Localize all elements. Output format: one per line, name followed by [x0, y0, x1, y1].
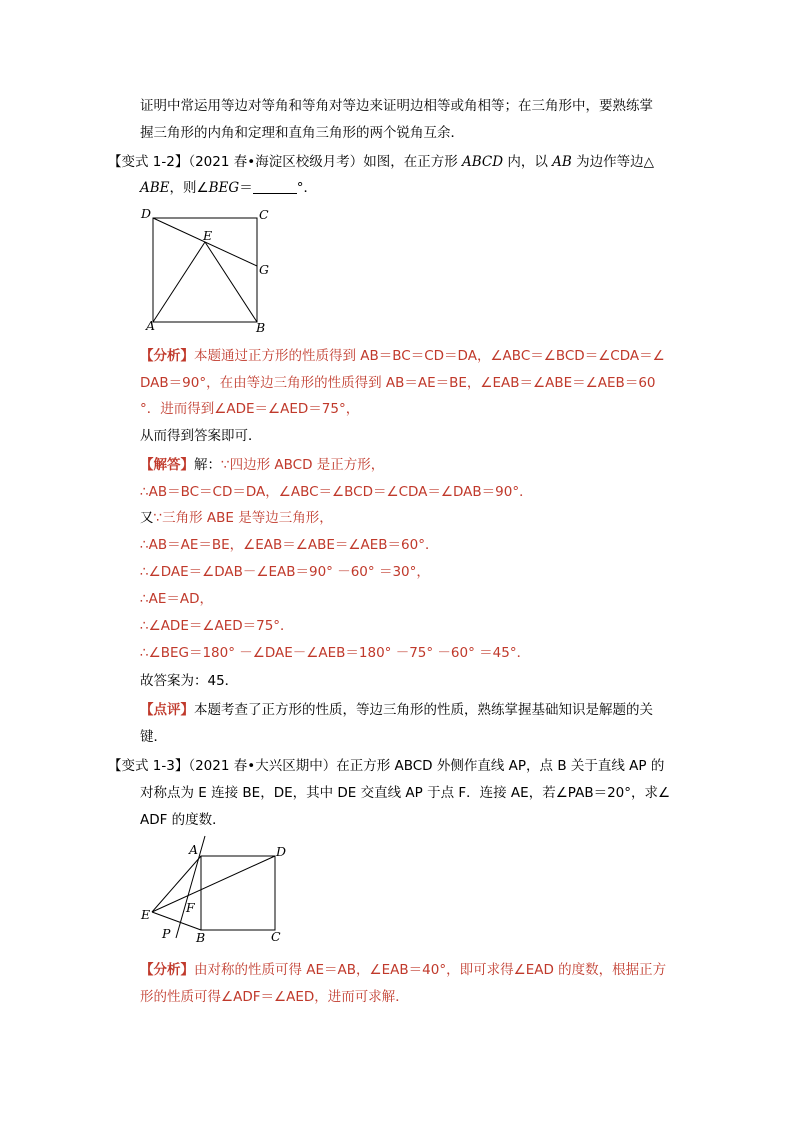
analysis-line-1: 【分析】本题通过正方形的性质得到 AB＝BC＝CD＝DA，∠ABC＝∠BCD＝∠CDA＝∠ — [140, 348, 665, 364]
label-F: F — [186, 900, 195, 915]
problem-tag: 【变式 1-3】 — [108, 758, 189, 774]
solution-line-3: 又∵三角形 ABE 是等边三角形， — [140, 510, 333, 526]
solution-line-5: ∴∠DAE＝∠DAB－∠EAB＝90° －60° ＝30°， — [140, 564, 430, 580]
problem-1-3-line-3: ADF 的度数． — [140, 812, 226, 828]
comment-line-1: 【点评】本题考查了正方形的性质，等边三角形的性质，熟练掌握基础知识是解题的关 — [140, 702, 653, 718]
problem-1-3-heading: 【变式 1-3】（2021 春•大兴区期中）在正方形 ABCD 外侧作直线 AP，点 B 关于直线 AP 的 — [108, 758, 665, 774]
solution-line-1: 【解答】解：∵四边形 ABCD 是正方形， — [140, 457, 385, 473]
analysis-line-2: DAB＝90°，在由等边三角形的性质得到 AB＝AE＝BE，∠EAB＝∠ABE＝∠AEB＝60 — [140, 375, 656, 391]
label-D: D — [141, 206, 152, 221]
analysis-line-3: °．进而得到∠ADE＝∠AED＝75°， — [140, 401, 360, 417]
answer-blank — [253, 179, 297, 194]
solution-line-6: ∴AE＝AD， — [140, 591, 213, 607]
solution-line-8: ∴∠BEG＝180° －∠DAE－∠AEB＝180° －75° －60° ＝45°． — [140, 645, 531, 661]
analysis-tag: 【分析】 — [140, 348, 194, 364]
problem-1-2-heading: 【变式 1-2】（2021 春•海淀区校级月考）如图，在正方形 ABCD 内，以 AB 为边作等边△ — [108, 154, 655, 170]
problem-source: （2021 春•海淀区校级月考）如图，在正方形 — [188, 154, 462, 170]
analysis-1-3-line-2: 形的性质可得∠ADF＝∠AED，进而可求解． — [140, 989, 409, 1005]
solution-line-2: ∴AB＝BC＝CD＝DA，∠ABC＝∠BCD＝∠CDA＝∠DAB＝90°． — [140, 484, 533, 500]
comment-line-2: 键． — [140, 729, 167, 745]
label-E: E — [141, 907, 151, 922]
problem-tag: 【变式 1-2】 — [108, 154, 189, 170]
label-A: A — [189, 842, 199, 857]
label-C: C — [271, 929, 281, 944]
analysis-tag: 【分析】 — [140, 962, 194, 978]
analysis-line-4: 从而得到答案即可． — [140, 428, 262, 444]
label-B: B — [256, 320, 266, 335]
problem-1-2-question: ABE，则∠BEG＝ °． — [140, 180, 317, 196]
intro-line-2: 握三角形的内角和定理和直角三角形的两个锐角互余． — [140, 125, 464, 141]
label-D: D — [276, 844, 287, 859]
label-A: A — [146, 318, 156, 333]
label-B: B — [196, 930, 206, 945]
label-P: P — [162, 926, 171, 941]
analysis-1-3-line-1: 【分析】由对称的性质可得 AE＝AB，∠EAB＝40°，即可求得∠EAD 的度数，根据正方 — [140, 962, 667, 978]
solution-line-4: ∴AB＝AE＝BE，∠EAB＝∠ABE＝∠AEB＝60°． — [140, 537, 439, 553]
problem-1-3-line-2: 对称点为 E 连接 BE，DE，其中 DE 交直线 AP 于点 F．连接 AE，若∠PAB＝20°，求∠ — [140, 785, 671, 801]
intro-line-1: 证明中常运用等边对等角和等角对等边来证明边相等或角相等；在三角形中，要熟练掌 — [140, 98, 653, 114]
label-C: C — [259, 207, 269, 222]
answer-line: 故答案为：45． — [140, 673, 239, 689]
solution-tag: 【解答】 — [140, 457, 194, 473]
solution-line-7: ∴∠ADE＝∠AED＝75°． — [140, 618, 294, 634]
label-E: E — [203, 228, 213, 243]
label-G: G — [259, 262, 269, 277]
comment-tag: 【点评】 — [140, 702, 194, 718]
